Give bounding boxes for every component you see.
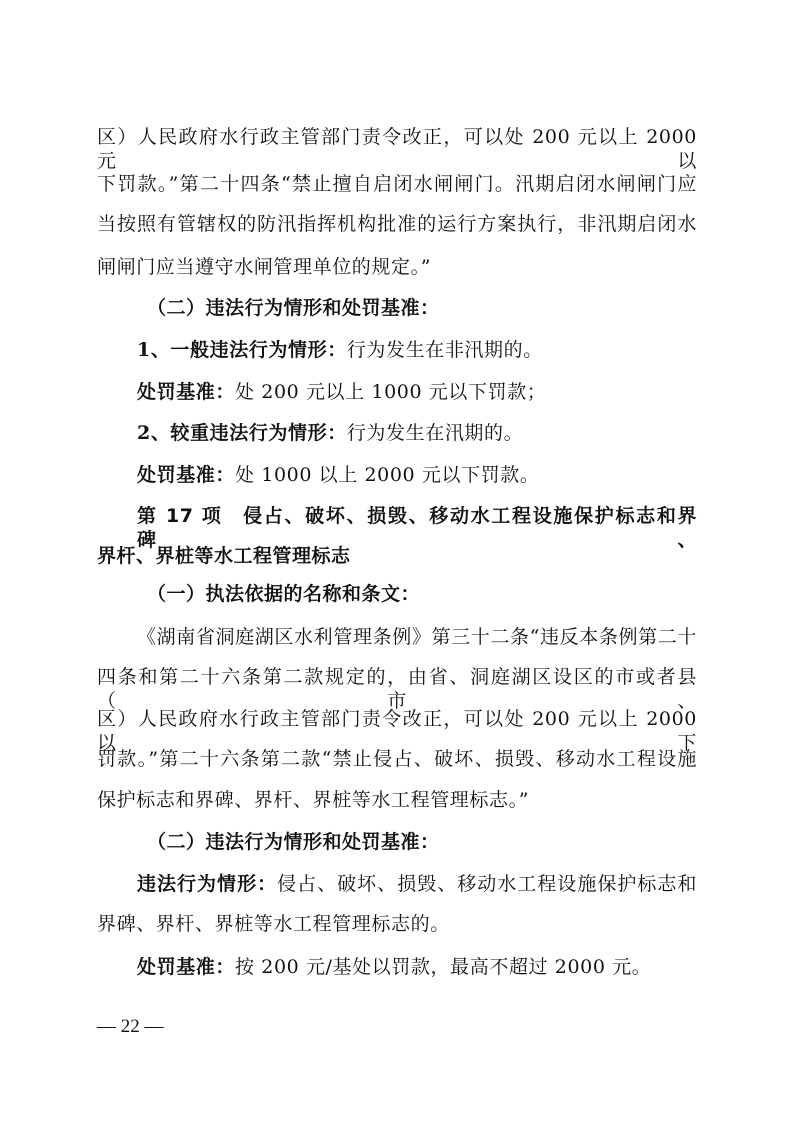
paragraph-line: 区）人民政府水行政主管部门责令改正，可以处 200 元以上 2000 以下: [97, 708, 697, 754]
section-heading: （二）违法行为情形和处罚基准：: [147, 297, 440, 319]
paragraph-line: 四条和第二十六条第二款规定的，由省、洞庭湖区设区的市或者县（市、: [97, 666, 697, 712]
item-heading: 界杆、界桩等水工程管理标志: [97, 545, 351, 567]
case-label: 1、一般违法行为情形：: [137, 339, 347, 361]
violation-case: [137, 872, 697, 896]
paragraph-line: 界碑、界杆、界桩等水工程管理标志的。: [97, 913, 450, 935]
standard-label: 处罚基准：: [137, 464, 236, 486]
penalty-standard: [137, 463, 737, 487]
case-text: 行为发生在汛期的。: [346, 422, 524, 444]
paragraph-line: 闸闸门应当遵守水闸管理单位的规定。”: [97, 256, 432, 278]
penalty-standard: [137, 955, 737, 979]
case-label: 2、较重违法行为情形：: [137, 422, 347, 444]
paragraph-line: 区）人民政府水行政主管部门责令改正，可以处 200 元以上 2000 元以: [97, 126, 697, 172]
standard-label: 处罚基准：: [137, 956, 236, 978]
case-text: 侵占、破坏、损毁、移动水工程设施保护标志和: [277, 873, 697, 895]
standard-text: 按 200 元/基处以罚款，最高不超过 2000 元。: [235, 956, 652, 978]
section-heading: （一）执法依据的名称和条文：: [147, 583, 421, 605]
standard-label: 处罚基准：: [137, 381, 236, 403]
paragraph-line: 罚款。”第二十六条第二款“禁止侵占、破坏、损毁、移动水工程设施: [97, 748, 697, 770]
violation-case: [137, 421, 737, 445]
violation-case: [137, 338, 737, 362]
case-label: 违法行为情形：: [137, 873, 278, 895]
page-number: — 22 —: [97, 1016, 164, 1037]
paragraph-line: 当按照有管辖权的防汛指挥机构批准的运行方案执行，非汛期启闭水: [97, 213, 697, 235]
paragraph-line: 《湖南省洞庭湖区水利管理条例》第三十二条“违反本条例第二十: [137, 626, 697, 648]
standard-text: 处 1000 以上 2000 元以下罚款。: [235, 464, 540, 486]
paragraph-line: 下罚款。”第二十四条“禁止擅自启闭水闸闸门。汛期启闭水闸闸门应: [97, 173, 697, 195]
case-text: 行为发生在非汛期的。: [346, 339, 543, 361]
paragraph-line: 保护标志和界碑、界杆、界桩等水工程管理标志。”: [97, 789, 530, 811]
section-heading: （二）违法行为情形和处罚基准：: [147, 831, 440, 853]
standard-text: 处 200 元以上 1000 元以下罚款；: [235, 381, 547, 403]
penalty-standard: [137, 380, 737, 404]
item-heading: 第 17 项 侵占、破坏、损毁、移动水工程设施保护标志和界碑、: [137, 505, 697, 551]
